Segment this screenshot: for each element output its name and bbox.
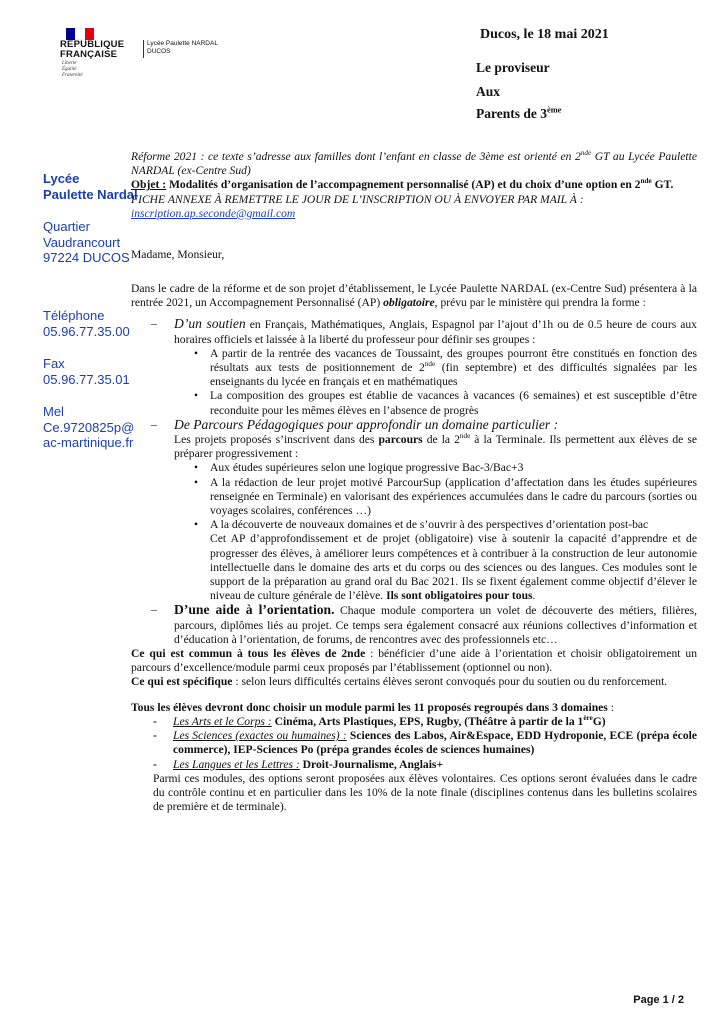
republic-line-1: RÉPUBLIQUE bbox=[60, 39, 125, 50]
options-paragraph: Parmi ces modules, des options seront proposées aux élèves volontaires. Ces options seront évaluées dans le cadre du contrôle continu et en particulier dans les 10% de la note finale (disciplines contenus dans les bulletins scolaires de première et de terminale). bbox=[153, 771, 697, 814]
body-content bbox=[131, 282, 697, 814]
republique-francaise-logo bbox=[60, 40, 124, 60]
republic-line-2: FRANÇAISE bbox=[60, 49, 118, 60]
salutation: Madame, Monsieur, bbox=[131, 248, 225, 261]
parcours-bullet-2: • A la rédaction de leur projet motivé ParcourSup (application d’affectation dans les études supérieures renseignée en Terminale) en valorisant des expériences accumulées dans le cadre du parcours (sorties ou voyages scolaires, conférences …) bbox=[174, 476, 697, 519]
intro-block bbox=[131, 150, 697, 221]
commun-paragraph: Ce qui est commun à tous les élèves de 2nde : bénéficier d’une aide à l’orientation et choisir obligatoirement un parcours d’excellence/module parmi ceux proposés par l’établissement (optionnel ou non). bbox=[131, 647, 697, 675]
specifique-paragraph: Ce qui est spécifique : selon leurs difficultés certains élèves seront convoqués pour du soutien ou du renforcement. bbox=[131, 675, 668, 689]
domain-langues-lettres: - Les Langues et les Lettres : Droit-Journalisme, Anglais+ bbox=[153, 757, 444, 771]
school-logo-town: DUCOS bbox=[147, 47, 171, 55]
sidebar-fax bbox=[43, 356, 130, 387]
list-item-parcours: – De Parcours Pédagogiques pour approfondir un domaine particulier : Les projets proposés s’inscrivent dans des parcours de la 2nde à la Terminale. Ils permettent aux élèves de se préparer progressivement : • Aux études supérieures selon une logique progressive Bac-3/Bac+3 • A la rédaction de leur projet motivé ParcourSup (application d’affectation dans les études supérieures renseignée en Terminale) en valorisant des expériences accumulées dans le cadre du parcours (sorties ou voyages scolaires, conférences …) • A la découverte de nouveaux domaines et de s’ouvrir à des perspectives d’orientation post-bac Cet AP d’approfondissement et de projet (obligatoire) vise à soutenir la capacité d’apprendre et de progresser des élèves, à améliorer leurs compétences et à contribuer à la construction de leur autonomie intellectuelle dans le domaine des arts et du corps ou des sciences ou des langues. Ces modules sont le support de la préparation au grand oral du Bac 2021. Ils se fixent également comme objectif d’élever le niveau de culture générale de l’élève. Ils sont obligatoires pour tous. bbox=[131, 418, 697, 604]
sidebar-phone bbox=[43, 308, 130, 339]
sidebar-school-line2: Paulette Nardal bbox=[43, 186, 138, 202]
soutien-title: D’un soutien bbox=[174, 316, 246, 332]
sidebar-fax-number: 05.96.77.35.01 bbox=[43, 371, 130, 387]
letter-sender: Le proviseur bbox=[476, 60, 550, 75]
school-logo-name: Lycée Paulette NARDAL bbox=[147, 40, 218, 47]
orientation-title: D’une aide à l’orientation. bbox=[174, 602, 335, 618]
soutien-bullet-2: • La composition des groupes est établie de vacances à vacances (6 semaines) et est susceptible d’être reconduite pour les mêmes élèves en l’absence de progrès bbox=[174, 389, 697, 417]
sidebar-address-line1: Quartier bbox=[43, 219, 90, 234]
email-link[interactable]: inscription.ap.seconde@gmail.com bbox=[131, 206, 296, 220]
parcours-title: De Parcours Pédagogiques pour approfondir un domaine particulier : bbox=[174, 416, 559, 432]
letter-aux: Aux bbox=[476, 84, 501, 99]
list-item-soutien: – D’un soutien en Français, Mathématiques, Anglais, Espagnol par l’ajout d’1h ou de 0.5 heure de cours aux horaires officiels et laissée à la liberté du professeur pour définir ses groupes : • A partir de la rentrée des vacances de Toussaint, des groupes pourront être constitués en fonction des résultats aux tests de positionnement de 2nde (fin septembre) et des difficultés signalées par les enseignants du lycée en français et en mathématiques • La composition des groupes est établie de vacances à vacances (6 semaines) et est susceptible d’être reconduite pour les mêmes élèves en l’absence de progrès bbox=[131, 317, 697, 417]
sidebar-address-line2: Vaudrancourt bbox=[43, 234, 121, 250]
objet-line: Objet : Modalités d’organisation de l’accompagnement personnalisé (AP) et du choix d’une option en 2nde GT. bbox=[131, 177, 674, 192]
school-logo-text bbox=[147, 40, 218, 55]
soutien-bullet-1: • A partir de la rentrée des vacances de Toussaint, des groupes pourront être constitués en fonction des résultats aux tests de positionnement de 2nde (fin septembre) et des difficultés signalées par les enseignants du lycée en français et en mathématiques bbox=[174, 347, 697, 390]
sidebar-phone-label: Téléphone bbox=[43, 308, 105, 323]
republic-motto bbox=[62, 61, 83, 79]
reform-note: Réforme 2021 : ce texte s’adresse aux familles dont l’enfant en classe de 3ème est orienté en 2nde GT au Lycée Paulette NARDAL (ex-Centre Sud) bbox=[131, 149, 697, 178]
recipients-sup: ème bbox=[547, 105, 562, 115]
sidebar-address bbox=[43, 219, 130, 266]
sidebar-mel-line1: Ce.9720825p@ bbox=[43, 419, 135, 435]
parcours-bullet-3: • A la découverte de nouveaux domaines et de s’ouvrir à des perspectives d’orientation post-bac bbox=[174, 518, 697, 532]
sidebar-address-line3: 97224 DUCOS bbox=[43, 250, 130, 265]
objet-label: Objet : bbox=[131, 178, 167, 192]
domain-arts-corps: - Les Arts et le Corps : Cinéma, Arts Plastiques, EPS, Rugby, (Théâtre à partir de la 1èreG) bbox=[153, 714, 606, 728]
fiche-annexe-line: FICHE ANNEXE À REMETTRE LE JOUR DE L’INSCRIPTION OU À ENVOYER PAR MAIL À : bbox=[131, 192, 584, 206]
letter-recipients bbox=[476, 106, 561, 122]
motto-fraternite: Fraternité bbox=[62, 73, 83, 78]
letter-date: Ducos, le 18 mai 2021 bbox=[480, 27, 609, 42]
logo-divider bbox=[143, 40, 144, 58]
motto-egalite: Égalité bbox=[62, 67, 77, 72]
sidebar-fax-label: Fax bbox=[43, 356, 65, 371]
parcours-paragraph: Cet AP d’approfondissement et de projet (obligatoire) vise à soutenir la capacité d’apprendre et de progresser des élèves, à améliorer leurs compétences et à contribuer à la construction de leur autonomie intellectuelle dans le domaine des arts et du corps ou des sciences ou des langues. Ces modules sont le support de la préparation au grand oral du Bac 2021. Ils se fixent également comme objectif d’élever le niveau de culture générale de l’élève. Ils sont obligatoires pour tous. bbox=[210, 532, 697, 603]
list-item-orientation: – D’une aide à l’orientation. Chaque module comportera un volet de découverte des métiers, filières, parcours, diplômes liés au projet. Ce temps sera également consacré aux réunions collectives d’information et d’éducation à l’orientation, de forums, de rencontres avec des professionnels etc… bbox=[151, 602, 698, 646]
domain-sciences: - Les Sciences (exactes ou humaines) : Sciences des Labos, Air&Espace, EDD Hydroponie, ECE (prépa école commerce), IEP-Sciences Po (prépa grandes écoles de sciences humaines) bbox=[153, 729, 697, 757]
intro-paragraph: Dans le cadre de la réforme et de son projet d’établissement, le Lycée Paulette NARDAL (ex-Centre Sud) présentera à la rentrée 2021, un Accompagnement Personnalisé (AP) obligatoire, prévu par le ministère qui prendra la forme : bbox=[131, 282, 697, 310]
parcours-intro: Les projets proposés s’inscrivent dans des parcours de la 2nde à la Terminale. Ils permettent aux élèves de se préparer progressivement : bbox=[174, 432, 698, 461]
recipients-text: Parents de 3 bbox=[476, 106, 547, 121]
obligatoire-emphasis: obligatoire bbox=[383, 296, 435, 310]
sidebar-phone-number: 05.96.77.35.00 bbox=[43, 323, 130, 339]
sidebar-mel bbox=[43, 404, 134, 451]
parcours-bullet-1: • Aux études supérieures selon une logique progressive Bac-3/Bac+3 bbox=[174, 461, 697, 475]
sidebar-school bbox=[43, 171, 138, 202]
page-number: Page 1 / 2 bbox=[633, 994, 684, 1006]
sidebar-school-line1: Lycée bbox=[43, 171, 80, 186]
sidebar-mel-line2: ac-martinique.fr bbox=[43, 435, 134, 450]
motto-liberte: Liberté bbox=[62, 61, 77, 66]
tous-paragraph: Tous les élèves devront donc choisir un module parmi les 11 proposés regroupés dans 3 domaines : bbox=[131, 700, 614, 714]
sidebar-mel-label: Mel bbox=[43, 404, 64, 419]
